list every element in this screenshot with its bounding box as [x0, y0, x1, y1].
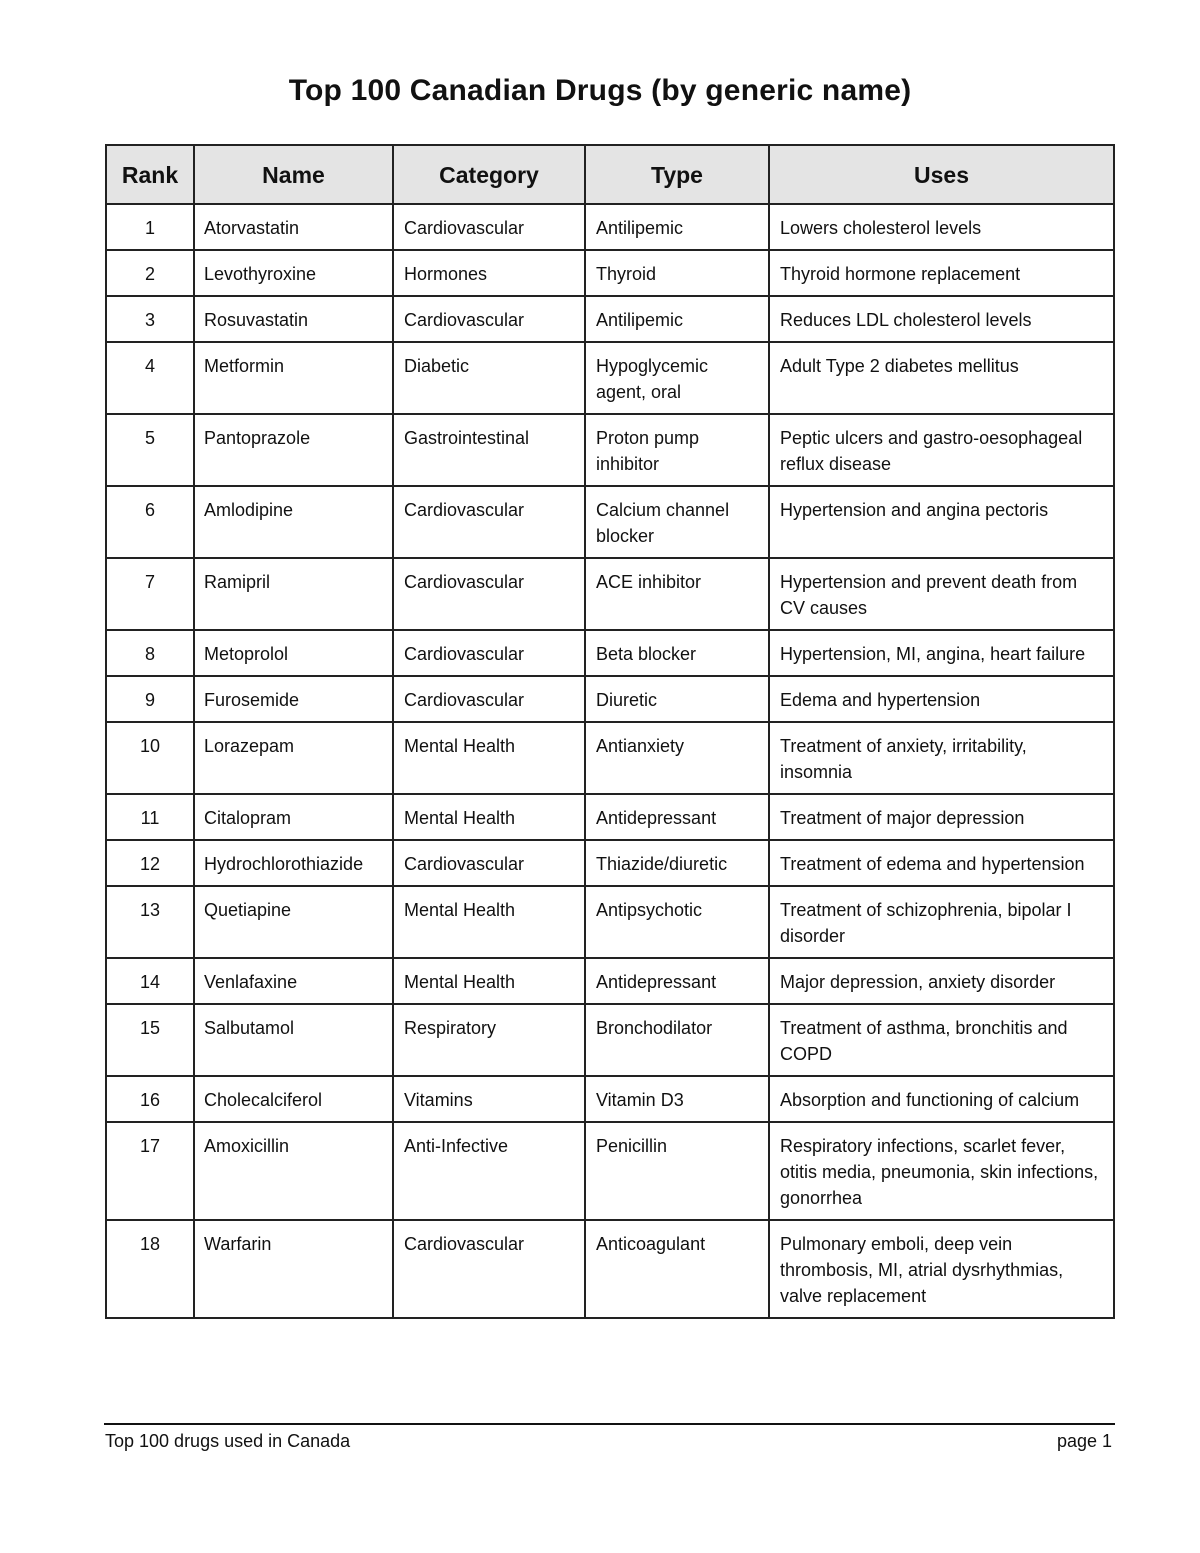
cell-drug-name: Rosuvastatin	[194, 296, 393, 342]
cell-rank: 18	[106, 1220, 194, 1318]
column-header-uses: Uses	[769, 145, 1114, 204]
cell-drug-name: Hydrochlorothiazide	[194, 840, 393, 886]
cell-uses: Hypertension and prevent death from CV causes	[769, 558, 1114, 630]
cell-rank: 17	[106, 1122, 194, 1220]
cell-category: Gastrointestinal	[393, 414, 585, 486]
cell-category: Respiratory	[393, 1004, 585, 1076]
table-row	[106, 558, 1114, 630]
cell-drug-name: Venlafaxine	[194, 958, 393, 1004]
table-row	[106, 722, 1114, 794]
cell-drug-name: Lorazepam	[194, 722, 393, 794]
table-row	[106, 342, 1114, 414]
cell-category: Diabetic	[393, 342, 585, 414]
cell-uses: Adult Type 2 diabetes mellitus	[769, 342, 1114, 414]
cell-uses: Peptic ulcers and gastro-oesophageal reflux disease	[769, 414, 1114, 486]
table-row	[106, 204, 1114, 250]
cell-uses: Pulmonary emboli, deep vein thrombosis, MI, atrial dysrhythmias, valve replacement	[769, 1220, 1114, 1318]
cell-category: Cardiovascular	[393, 676, 585, 722]
cell-category: Cardiovascular	[393, 486, 585, 558]
cell-rank: 6	[106, 486, 194, 558]
cell-category: Cardiovascular	[393, 204, 585, 250]
cell-rank: 8	[106, 630, 194, 676]
footer-divider	[104, 1423, 1115, 1425]
cell-uses: Thyroid hormone replacement	[769, 250, 1114, 296]
cell-uses: Treatment of major depression	[769, 794, 1114, 840]
cell-drug-name: Warfarin	[194, 1220, 393, 1318]
table-row	[106, 886, 1114, 958]
cell-type: Thyroid	[585, 250, 769, 296]
cell-category: Mental Health	[393, 886, 585, 958]
cell-rank: 13	[106, 886, 194, 958]
cell-drug-name: Metformin	[194, 342, 393, 414]
table-row	[106, 676, 1114, 722]
cell-category: Anti-Infective	[393, 1122, 585, 1220]
cell-type: Beta blocker	[585, 630, 769, 676]
cell-type: Anticoagulant	[585, 1220, 769, 1318]
cell-drug-name: Salbutamol	[194, 1004, 393, 1076]
cell-rank: 12	[106, 840, 194, 886]
cell-uses: Treatment of asthma, bronchitis and COPD	[769, 1004, 1114, 1076]
cell-category: Mental Health	[393, 958, 585, 1004]
cell-uses: Treatment of edema and hypertension	[769, 840, 1114, 886]
cell-uses: Reduces LDL cholesterol levels	[769, 296, 1114, 342]
table-row	[106, 1220, 1114, 1318]
cell-type: Bronchodilator	[585, 1004, 769, 1076]
cell-type: Antidepressant	[585, 794, 769, 840]
table-row	[106, 630, 1114, 676]
cell-drug-name: Levothyroxine	[194, 250, 393, 296]
table-row	[106, 250, 1114, 296]
column-header-name: Name	[194, 145, 393, 204]
cell-category: Hormones	[393, 250, 585, 296]
cell-type: Antidepressant	[585, 958, 769, 1004]
cell-drug-name: Cholecalciferol	[194, 1076, 393, 1122]
column-header-type: Type	[585, 145, 769, 204]
cell-type: Thiazide/diuretic	[585, 840, 769, 886]
cell-uses: Major depression, anxiety disorder	[769, 958, 1114, 1004]
cell-rank: 2	[106, 250, 194, 296]
cell-drug-name: Atorvastatin	[194, 204, 393, 250]
cell-rank: 5	[106, 414, 194, 486]
cell-type: Antipsychotic	[585, 886, 769, 958]
cell-type: Diuretic	[585, 676, 769, 722]
table-row	[106, 1004, 1114, 1076]
cell-type: Antianxiety	[585, 722, 769, 794]
cell-rank: 4	[106, 342, 194, 414]
cell-rank: 7	[106, 558, 194, 630]
cell-rank: 10	[106, 722, 194, 794]
cell-drug-name: Amoxicillin	[194, 1122, 393, 1220]
cell-type: Calcium channel blocker	[585, 486, 769, 558]
table-row	[106, 1076, 1114, 1122]
cell-uses: Hypertension, MI, angina, heart failure	[769, 630, 1114, 676]
cell-category: Mental Health	[393, 722, 585, 794]
cell-rank: 14	[106, 958, 194, 1004]
table-row	[106, 414, 1114, 486]
cell-drug-name: Metoprolol	[194, 630, 393, 676]
cell-uses: Edema and hypertension	[769, 676, 1114, 722]
cell-category: Cardiovascular	[393, 630, 585, 676]
table-row	[106, 958, 1114, 1004]
cell-category: Mental Health	[393, 794, 585, 840]
cell-category: Cardiovascular	[393, 296, 585, 342]
cell-type: Hypoglycemic agent, oral	[585, 342, 769, 414]
cell-drug-name: Furosemide	[194, 676, 393, 722]
cell-drug-name: Amlodipine	[194, 486, 393, 558]
cell-type: ACE inhibitor	[585, 558, 769, 630]
column-header-category: Category	[393, 145, 585, 204]
footer-page-number: page 1	[1056, 1431, 1112, 1451]
cell-drug-name: Ramipril	[194, 558, 393, 630]
cell-uses: Absorption and functioning of calcium	[769, 1076, 1114, 1122]
footer-document-title: Top 100 drugs used in Canada	[105, 1431, 351, 1451]
cell-type: Antilipemic	[585, 296, 769, 342]
cell-uses: Hypertension and angina pectoris	[769, 486, 1114, 558]
cell-rank: 1	[106, 204, 194, 250]
cell-type: Antilipemic	[585, 204, 769, 250]
cell-type: Penicillin	[585, 1122, 769, 1220]
cell-rank: 3	[106, 296, 194, 342]
cell-category: Cardiovascular	[393, 840, 585, 886]
cell-rank: 9	[106, 676, 194, 722]
column-header-rank: Rank	[106, 145, 194, 204]
cell-uses: Treatment of schizophrenia, bipolar I disorder	[769, 886, 1114, 958]
table-row	[106, 1122, 1114, 1220]
cell-drug-name: Citalopram	[194, 794, 393, 840]
table-row	[106, 794, 1114, 840]
cell-rank: 16	[106, 1076, 194, 1122]
drugs-table	[105, 144, 1115, 1319]
table-body	[106, 204, 1114, 1318]
cell-category: Cardiovascular	[393, 558, 585, 630]
cell-type: Proton pump inhibitor	[585, 414, 769, 486]
cell-uses: Respiratory infections, scarlet fever, otitis media, pneumonia, skin infections, gonorrhea	[769, 1122, 1114, 1220]
table-row	[106, 296, 1114, 342]
page-title: Top 100 Canadian Drugs (by generic name)	[288, 74, 912, 107]
cell-rank: 11	[106, 794, 194, 840]
cell-rank: 15	[106, 1004, 194, 1076]
cell-drug-name: Pantoprazole	[194, 414, 393, 486]
cell-category: Cardiovascular	[393, 1220, 585, 1318]
table-header-row	[106, 145, 1114, 204]
cell-uses: Lowers cholesterol levels	[769, 204, 1114, 250]
table-row	[106, 486, 1114, 558]
cell-type: Vitamin D3	[585, 1076, 769, 1122]
table-row	[106, 840, 1114, 886]
cell-category: Vitamins	[393, 1076, 585, 1122]
cell-uses: Treatment of anxiety, irritability, insomnia	[769, 722, 1114, 794]
cell-drug-name: Quetiapine	[194, 886, 393, 958]
